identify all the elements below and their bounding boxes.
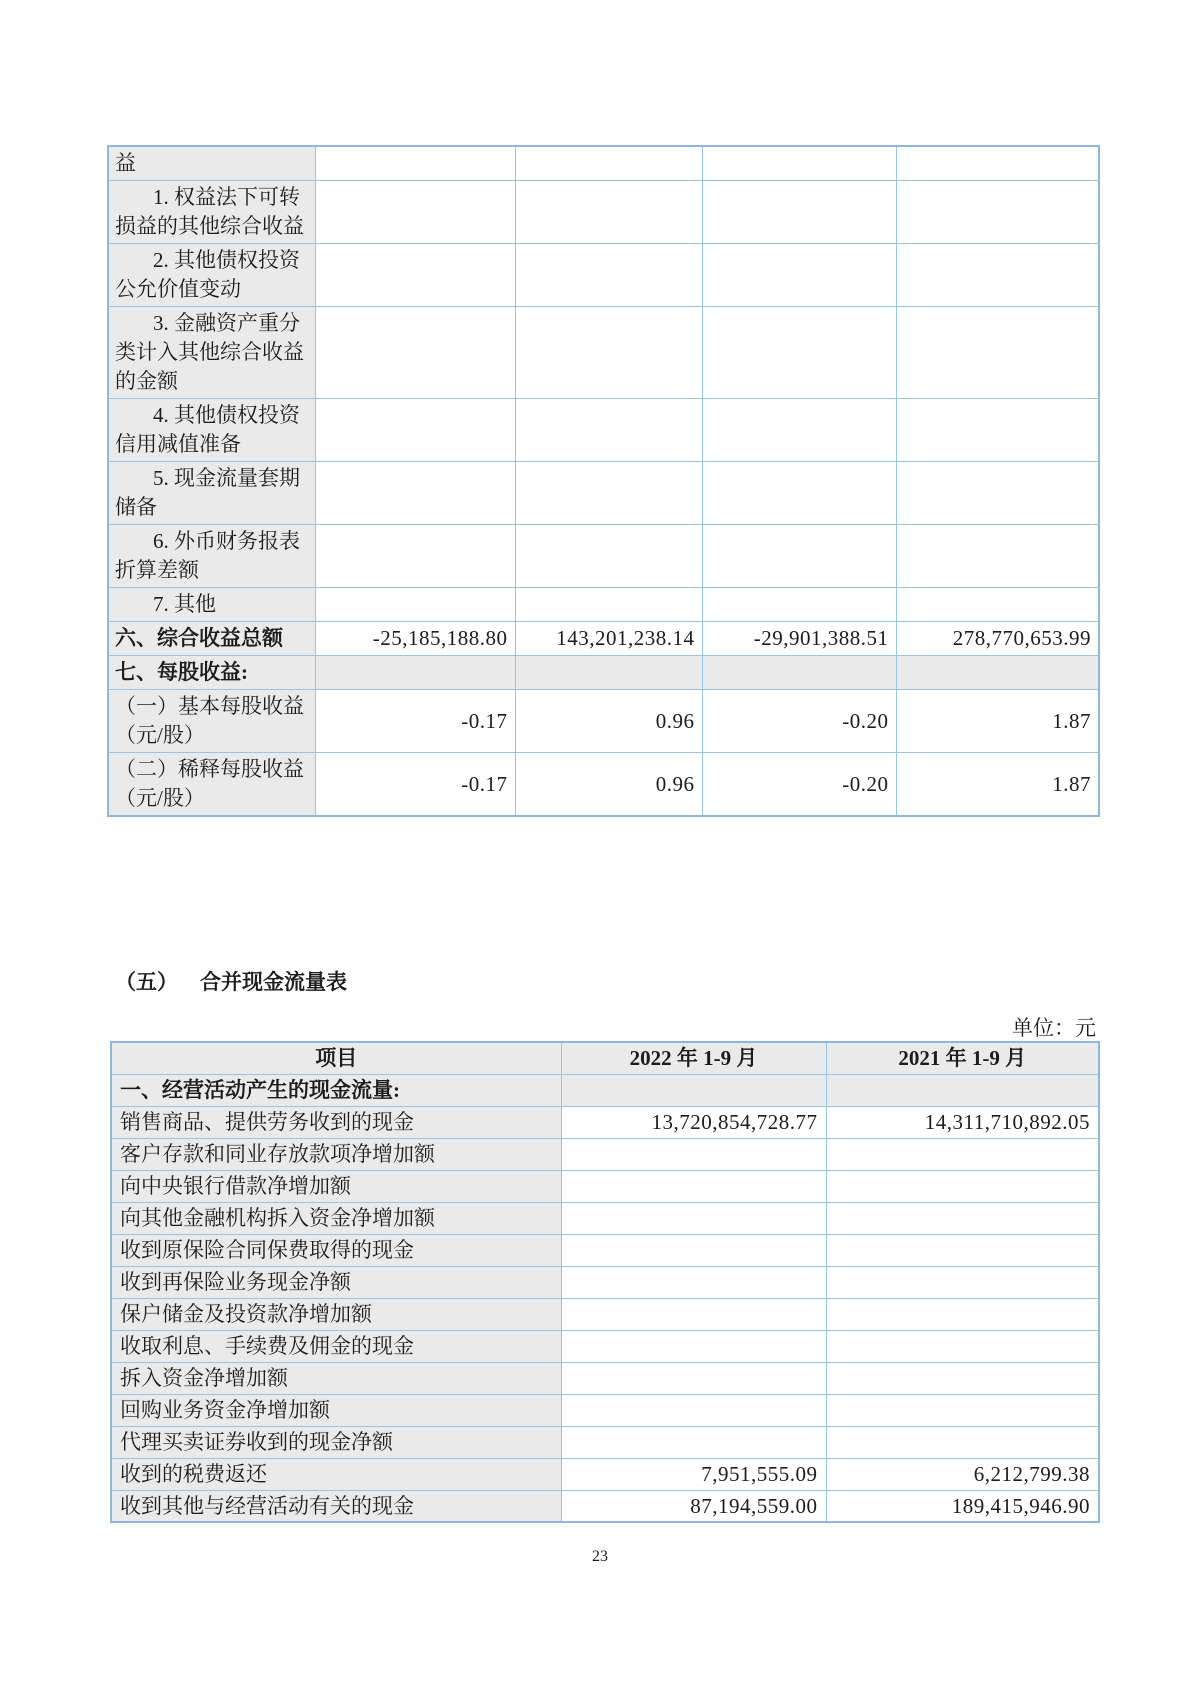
table-row bbox=[111, 1298, 1099, 1330]
table-row bbox=[111, 1138, 1099, 1170]
row-value: 143,201,238.14 bbox=[515, 622, 702, 656]
table-row bbox=[108, 525, 1099, 588]
row-value bbox=[515, 462, 702, 525]
row-label: 1. 权益法下可转损益的其他综合收益 bbox=[108, 181, 315, 244]
row-value: -0.20 bbox=[702, 753, 896, 817]
row-value: 14,311,710,892.05 bbox=[826, 1106, 1099, 1138]
table-row bbox=[108, 146, 1099, 181]
row-label: 七、每股收益: bbox=[108, 656, 315, 690]
row-value bbox=[315, 244, 515, 307]
table-row bbox=[111, 1202, 1099, 1234]
row-label: 一、经营活动产生的现金流量: bbox=[111, 1074, 561, 1106]
row-value: 1.87 bbox=[896, 753, 1099, 817]
row-value bbox=[702, 181, 896, 244]
row-value bbox=[702, 244, 896, 307]
row-value: 7,951,555.09 bbox=[561, 1458, 826, 1490]
consolidated-cash-flow-table bbox=[110, 1041, 1100, 1523]
row-value bbox=[826, 1138, 1099, 1170]
table-row bbox=[111, 1490, 1099, 1522]
row-value: 6,212,799.38 bbox=[826, 1458, 1099, 1490]
row-value bbox=[561, 1202, 826, 1234]
row-value bbox=[315, 307, 515, 399]
row-value: -0.17 bbox=[315, 690, 515, 753]
row-value bbox=[702, 307, 896, 399]
row-value bbox=[561, 1234, 826, 1266]
row-label: 收取利息、手续费及佣金的现金 bbox=[111, 1330, 561, 1362]
row-label: 销售商品、提供劳务收到的现金 bbox=[111, 1106, 561, 1138]
table-row bbox=[111, 1106, 1099, 1138]
table-row bbox=[111, 1458, 1099, 1490]
row-label: 2. 其他债权投资公允价值变动 bbox=[108, 244, 315, 307]
row-label: 代理买卖证券收到的现金净额 bbox=[111, 1426, 561, 1458]
row-value bbox=[315, 588, 515, 622]
row-value bbox=[561, 1330, 826, 1362]
column-header-item: 项目 bbox=[111, 1042, 561, 1074]
page-number: 23 bbox=[592, 1548, 608, 1565]
row-value: 1.87 bbox=[896, 690, 1099, 753]
row-value bbox=[896, 525, 1099, 588]
row-value bbox=[515, 146, 702, 181]
row-value bbox=[515, 244, 702, 307]
row-label: 4. 其他债权投资信用减值准备 bbox=[108, 399, 315, 462]
row-value bbox=[561, 1426, 826, 1458]
table-row bbox=[111, 1426, 1099, 1458]
table-row bbox=[108, 244, 1099, 307]
table-row bbox=[108, 181, 1099, 244]
row-value bbox=[702, 656, 896, 690]
table-row bbox=[111, 1266, 1099, 1298]
row-value bbox=[826, 1362, 1099, 1394]
table-row bbox=[111, 1362, 1099, 1394]
table-row bbox=[108, 753, 1099, 817]
row-value bbox=[702, 399, 896, 462]
comprehensive-income-table-continued bbox=[107, 145, 1100, 817]
row-value bbox=[896, 462, 1099, 525]
table-row bbox=[111, 1394, 1099, 1426]
row-value: 278,770,653.99 bbox=[896, 622, 1099, 656]
row-value bbox=[826, 1394, 1099, 1426]
row-value bbox=[515, 525, 702, 588]
row-value bbox=[896, 244, 1099, 307]
table-row bbox=[108, 399, 1099, 462]
row-value bbox=[561, 1394, 826, 1426]
row-value bbox=[315, 181, 515, 244]
row-label: 收到的税费返还 bbox=[111, 1458, 561, 1490]
table-row bbox=[111, 1234, 1099, 1266]
row-value bbox=[315, 399, 515, 462]
row-label: 益 bbox=[108, 146, 315, 181]
row-label: 收到原保险合同保费取得的现金 bbox=[111, 1234, 561, 1266]
row-value bbox=[515, 588, 702, 622]
row-value bbox=[826, 1202, 1099, 1234]
row-label: 保户储金及投资款净增加额 bbox=[111, 1298, 561, 1330]
row-label: 收到再保险业务现金净额 bbox=[111, 1266, 561, 1298]
row-value: 13,720,854,728.77 bbox=[561, 1106, 826, 1138]
section-title-text: 合并现金流量表 bbox=[200, 970, 347, 994]
row-value bbox=[515, 399, 702, 462]
row-value bbox=[702, 525, 896, 588]
row-value bbox=[561, 1074, 826, 1106]
table-row bbox=[111, 1074, 1099, 1106]
row-value bbox=[826, 1074, 1099, 1106]
row-value bbox=[826, 1266, 1099, 1298]
row-label: 7. 其他 bbox=[108, 588, 315, 622]
row-label: 5. 现金流量套期储备 bbox=[108, 462, 315, 525]
row-label: 3. 金融资产重分类计入其他综合收益的金额 bbox=[108, 307, 315, 399]
row-label: （二）稀释每股收益（元/股） bbox=[108, 753, 315, 817]
row-value bbox=[315, 462, 515, 525]
row-label: 拆入资金净增加额 bbox=[111, 1362, 561, 1394]
column-header-2021: 2021 年 1-9 月 bbox=[826, 1042, 1099, 1074]
row-value: -0.20 bbox=[702, 690, 896, 753]
table-row bbox=[111, 1330, 1099, 1362]
row-label: 向中央银行借款净增加额 bbox=[111, 1170, 561, 1202]
row-value bbox=[702, 588, 896, 622]
row-value: -29,901,388.51 bbox=[702, 622, 896, 656]
row-value bbox=[826, 1234, 1099, 1266]
row-value bbox=[515, 656, 702, 690]
row-value bbox=[896, 399, 1099, 462]
row-value bbox=[896, 146, 1099, 181]
table-row bbox=[108, 622, 1099, 656]
row-label: 客户存款和同业存放款项净增加额 bbox=[111, 1138, 561, 1170]
row-value: -0.17 bbox=[315, 753, 515, 817]
table-row bbox=[108, 588, 1099, 622]
row-value bbox=[896, 307, 1099, 399]
table-row bbox=[108, 462, 1099, 525]
row-value bbox=[561, 1170, 826, 1202]
row-value bbox=[515, 307, 702, 399]
row-value bbox=[896, 181, 1099, 244]
table-row bbox=[111, 1170, 1099, 1202]
row-value bbox=[826, 1330, 1099, 1362]
row-value bbox=[561, 1362, 826, 1394]
table-row bbox=[108, 690, 1099, 753]
row-label: 向其他金融机构拆入资金净增加额 bbox=[111, 1202, 561, 1234]
row-value bbox=[315, 656, 515, 690]
row-value bbox=[896, 588, 1099, 622]
row-label: 收到其他与经营活动有关的现金 bbox=[111, 1490, 561, 1522]
row-value bbox=[315, 525, 515, 588]
row-label: 回购业务资金净增加额 bbox=[111, 1394, 561, 1426]
section-heading bbox=[115, 966, 347, 996]
row-value bbox=[702, 146, 896, 181]
row-value bbox=[826, 1298, 1099, 1330]
row-value bbox=[896, 656, 1099, 690]
row-label: 6. 外币财务报表折算差额 bbox=[108, 525, 315, 588]
row-value bbox=[702, 462, 896, 525]
row-value bbox=[561, 1298, 826, 1330]
row-value: -25,185,188.80 bbox=[315, 622, 515, 656]
table-header-row bbox=[111, 1042, 1099, 1074]
row-value bbox=[561, 1266, 826, 1298]
unit-label: 单位：元 bbox=[1012, 1016, 1096, 1040]
row-value bbox=[826, 1170, 1099, 1202]
row-value: 0.96 bbox=[515, 753, 702, 817]
row-value: 87,194,559.00 bbox=[561, 1490, 826, 1522]
section-number: （五） bbox=[115, 970, 178, 994]
row-value bbox=[561, 1138, 826, 1170]
row-value bbox=[515, 181, 702, 244]
column-header-2022: 2022 年 1-9 月 bbox=[561, 1042, 826, 1074]
table-row bbox=[108, 307, 1099, 399]
row-value bbox=[315, 146, 515, 181]
row-value: 189,415,946.90 bbox=[826, 1490, 1099, 1522]
row-value bbox=[826, 1426, 1099, 1458]
row-label: （一）基本每股收益（元/股） bbox=[108, 690, 315, 753]
row-value: 0.96 bbox=[515, 690, 702, 753]
table-row bbox=[108, 656, 1099, 690]
row-label: 六、综合收益总额 bbox=[108, 622, 315, 656]
